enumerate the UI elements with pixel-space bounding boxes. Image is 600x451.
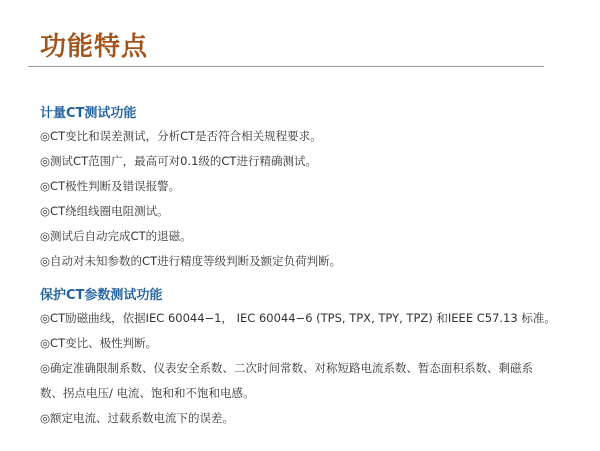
list-item-text: 测试CT范围广，最高可对0.1级的CT进行精确测试。 — [50, 154, 317, 168]
list-item — [40, 149, 341, 174]
page-title: 功能特点 — [40, 32, 149, 62]
list-item-text: CT极性判断及错误报警。 — [50, 179, 181, 193]
bullet-icon: ◎ — [40, 361, 51, 375]
list-item — [40, 406, 556, 431]
list-item — [40, 224, 341, 249]
bullet-icon: ◎ — [40, 179, 51, 193]
list-item-text: CT变比、极性判断。 — [50, 336, 158, 350]
bullet-icon: ◎ — [40, 229, 51, 243]
list-item-text: 测试后自动完成CT的退磁。 — [50, 229, 192, 243]
list-item-text: 确定准确限制系数、仪表安全系数、二次时间常数、对称短路电流系数、暂态面积系数、剩磁系数、拐点电压/ 电流、饱和和不饱和电感。 — [40, 361, 534, 400]
bullet-icon: ◎ — [40, 204, 51, 218]
list-item — [40, 249, 341, 274]
section-metering-ct — [40, 104, 341, 274]
bullet-icon: ◎ — [40, 311, 51, 325]
section-heading: 保护CT参数测试功能 — [40, 288, 163, 303]
list-item — [40, 174, 341, 199]
section-heading: 计量CT测试功能 — [40, 106, 137, 121]
list-item — [40, 356, 545, 406]
list-item-text: 额定电流、过载系数电流下的误差。 — [50, 411, 235, 425]
list-item-text: CT励磁曲线，依据IEC 60044−1， IEC 60044−6 (TPS, TPX, TPY, TPZ) 和IEEE C57.13 标准。 — [50, 311, 556, 325]
list-item-text: 自动对未知参数的CT进行精度等级判断及额定负荷判断。 — [50, 254, 342, 268]
bullet-icon: ◎ — [40, 154, 51, 168]
feature-list — [40, 306, 556, 431]
list-item — [40, 124, 341, 149]
list-item — [40, 331, 556, 356]
title-divider — [28, 66, 544, 67]
feature-list — [40, 124, 341, 274]
list-item — [40, 306, 556, 331]
list-item-text: CT变比和误差测试，分析CT是否符合相关规程要求。 — [50, 129, 322, 143]
bullet-icon: ◎ — [40, 336, 51, 350]
bullet-icon: ◎ — [40, 129, 51, 143]
list-item — [40, 199, 341, 224]
section-protection-ct — [40, 286, 556, 431]
list-item-text: CT绕组线圈电阻测试。 — [50, 204, 169, 218]
bullet-icon: ◎ — [40, 254, 51, 268]
bullet-icon: ◎ — [40, 411, 51, 425]
